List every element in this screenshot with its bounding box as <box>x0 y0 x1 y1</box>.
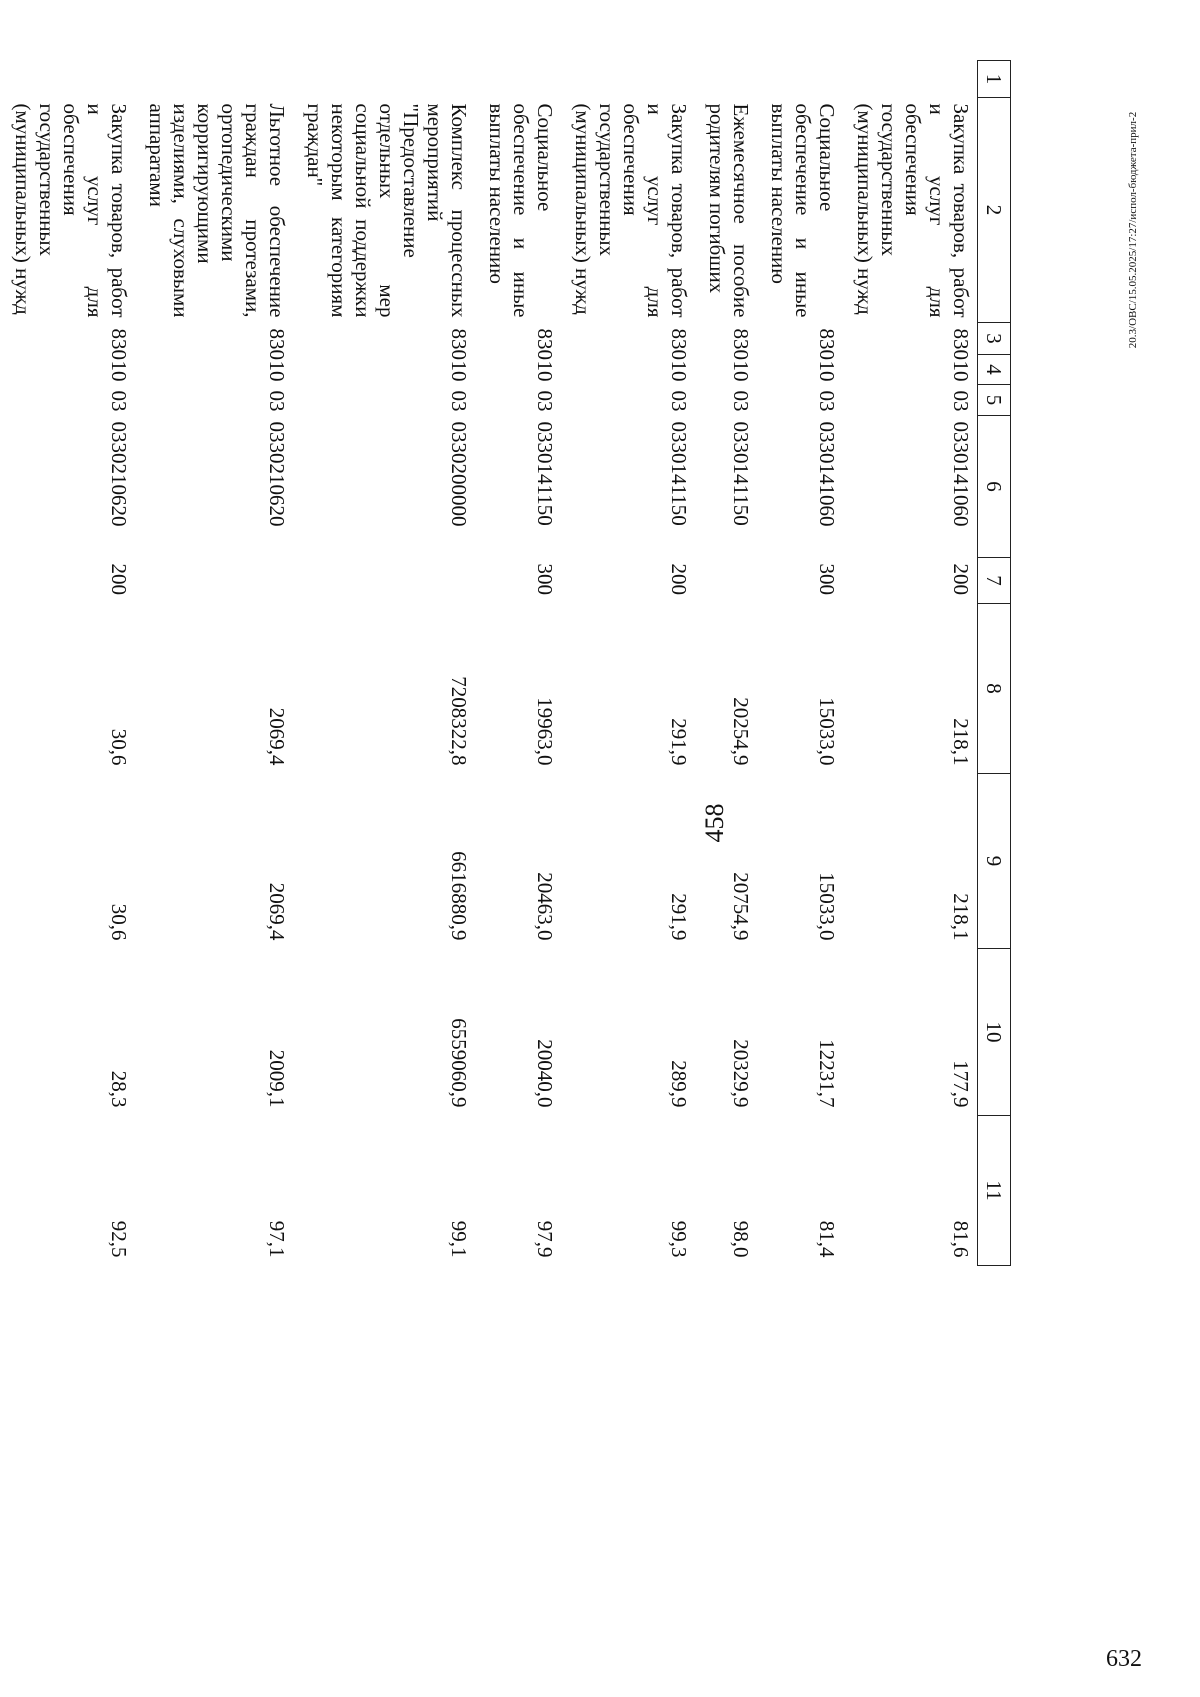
revised-amount-cell: 2069,4 <box>265 882 289 941</box>
expense-type-code-cell: 200 <box>107 563 131 595</box>
column-header-8: 8 <box>978 604 1011 774</box>
ministry-code-cell: 830 <box>815 328 839 360</box>
row-number-cell <box>561 61 695 98</box>
target-article-code-cell: 0330210620 <box>107 421 131 527</box>
expense-name-cell: Ежемесячное пособие родителям погибших <box>705 103 753 318</box>
table-row <box>1 61 135 1266</box>
row-number-cell <box>293 61 475 98</box>
column-header-7: 7 <box>978 558 1011 604</box>
table-row <box>135 61 293 1266</box>
row-number-cell <box>0 61 1 98</box>
target-article-code-cell: 0330141150 <box>729 421 753 526</box>
section-code-cell: 10 <box>107 360 131 382</box>
row-number-cell <box>1 61 135 98</box>
target-article-code-cell <box>0 416 1 558</box>
execution-percent-cell <box>0 1116 1 1266</box>
execution-percent-cell: 99,1 <box>447 1220 471 1258</box>
table-row <box>293 61 475 1266</box>
subsection-code-cell: 03 <box>533 390 557 412</box>
expense-name-cell: Льготное обеспечение граждан протезами, ортопедическими корригирующими изделиями, слуховыми аппаратами <box>145 103 289 318</box>
header-row <box>978 61 1011 1266</box>
ministry-code-cell: 830 <box>107 328 131 360</box>
ministry-code-cell: 830 <box>729 328 753 360</box>
execution-percent-cell: 97,1 <box>265 1220 289 1258</box>
section-code-cell: 10 <box>949 360 973 382</box>
executed-amount-cell: 20329,9 <box>729 1039 753 1108</box>
column-header-3: 3 <box>978 323 1011 355</box>
ministry-code-cell: 830 <box>949 328 973 360</box>
target-article-code-cell: 0330141150 <box>533 421 557 526</box>
revised-amount-cell: 218,1 <box>949 893 973 941</box>
executed-amount-cell: 289,9 <box>667 1060 691 1108</box>
target-article-code-cell: 0330141060 <box>815 421 839 527</box>
row-number-cell <box>695 61 757 98</box>
expense-name-cell: Комплекс процессных мероприятий "Предоставление отдельных мер социальной поддержки некоторым категориям граждан" <box>303 103 471 318</box>
subsection-code-cell <box>0 385 1 416</box>
section-code-cell: 10 <box>265 360 289 382</box>
table-row <box>0 61 1 1266</box>
revised-amount-cell: 20463,0 <box>533 872 557 941</box>
row-number-cell <box>135 61 293 98</box>
executed-amount-cell <box>0 949 1 1116</box>
section-code-cell: 10 <box>815 360 839 382</box>
target-article-code-cell: 0330141150 <box>667 421 691 526</box>
target-article-code-cell: 0330141060 <box>949 421 973 527</box>
expense-type-code-cell <box>695 558 757 604</box>
table-body <box>0 61 978 1266</box>
executed-amount-cell: 6559060,9 <box>447 1018 471 1108</box>
table-row <box>757 61 843 1266</box>
subsection-code-cell: 03 <box>815 390 839 412</box>
revised-amount-cell: 20754,9 <box>729 872 753 941</box>
table-row <box>695 61 757 1266</box>
expense-name-cell <box>0 98 1 323</box>
ministry-code-cell: 830 <box>265 328 289 360</box>
table-row <box>475 61 561 1266</box>
expense-type-code-cell <box>135 558 293 604</box>
expense-name-cell: Закупка товаров, работ и услуг для обеспечения государственных (муниципальных) нужд <box>11 103 131 318</box>
revised-amount-cell: 291,9 <box>667 893 691 941</box>
ministry-code-cell: 830 <box>533 328 557 360</box>
executed-amount-cell: 28,3 <box>107 1070 131 1108</box>
expense-name-cell: Закупка товаров, работ и услуг для обеспечения государственных (муниципальных) нужд <box>571 103 691 318</box>
subsection-code-cell: 03 <box>447 390 471 412</box>
column-header-1: 1 <box>978 61 1011 98</box>
subsection-code-cell: 03 <box>729 390 753 412</box>
subsection-code-cell: 03 <box>667 390 691 412</box>
ministry-code-cell: 830 <box>447 328 471 360</box>
section-code-cell: 10 <box>533 360 557 382</box>
column-header-4: 4 <box>978 355 1011 385</box>
target-article-code-cell: 0330200000 <box>447 421 471 527</box>
table-row <box>843 61 978 1266</box>
approved-amount-cell: 30,6 <box>107 728 131 766</box>
section-code-cell <box>0 355 1 385</box>
column-header-10: 10 <box>978 949 1011 1116</box>
subsection-code-cell: 03 <box>107 390 131 412</box>
revised-amount-cell: 6616880,9 <box>447 851 471 941</box>
expense-type-code-cell: 200 <box>949 563 973 595</box>
revised-amount-cell: 15033,0 <box>815 872 839 941</box>
execution-percent-cell: 98,0 <box>729 1220 753 1258</box>
approved-amount-cell: 20254,9 <box>729 697 753 766</box>
executed-amount-cell: 12231,7 <box>815 1039 839 1108</box>
target-article-code-cell: 0330210620 <box>265 421 289 527</box>
column-header-2: 2 <box>978 98 1011 323</box>
expense-type-code-cell: 200 <box>667 563 691 595</box>
execution-percent-cell: 97,9 <box>533 1220 557 1258</box>
execution-percent-cell: 99,3 <box>667 1220 691 1258</box>
approved-amount-cell: 2069,4 <box>265 707 289 766</box>
approved-amount-cell: 218,1 <box>949 718 973 766</box>
expense-name-cell: Социальное обеспечение и иные выплаты населению <box>485 103 557 318</box>
page-number-bottom: 632 <box>1106 1646 1142 1672</box>
expense-name-cell: Закупка товаров, работ и услуг для обеспечения государственных (муниципальных) нужд <box>853 103 973 318</box>
subsection-code-cell: 03 <box>949 390 973 412</box>
row-number-cell <box>843 61 978 98</box>
approved-amount-cell: 15033,0 <box>815 697 839 766</box>
page-number-top: 458 <box>700 803 729 843</box>
expense-type-code-cell <box>0 558 1 604</box>
execution-percent-cell: 81,4 <box>815 1220 839 1258</box>
revised-amount-cell: 30,6 <box>107 903 131 941</box>
ministry-code-cell <box>0 323 1 355</box>
executed-amount-cell: 20040,0 <box>533 1039 557 1108</box>
executed-amount-cell: 2009,1 <box>265 1049 289 1108</box>
column-header-9: 9 <box>978 774 1011 949</box>
row-number-cell <box>757 61 843 98</box>
executed-amount-cell: 177,9 <box>949 1060 973 1108</box>
row-number-cell <box>475 61 561 98</box>
column-header-5: 5 <box>978 385 1011 416</box>
section-code-cell: 10 <box>447 360 471 382</box>
approved-amount-cell: 291,9 <box>667 718 691 766</box>
approved-amount-cell <box>0 604 1 774</box>
section-code-cell: 10 <box>667 360 691 382</box>
column-header-6: 6 <box>978 416 1011 558</box>
subsection-code-cell: 03 <box>265 390 289 412</box>
expense-type-code-cell: 300 <box>533 563 557 595</box>
expense-name-cell: Социальное обеспечение и иные выплаты населению <box>767 103 839 318</box>
revised-amount-cell <box>0 774 1 949</box>
table-row <box>561 61 695 1266</box>
execution-percent-cell: 81,6 <box>949 1220 973 1258</box>
column-header-11: 11 <box>978 1116 1011 1266</box>
approved-amount-cell: 19963,0 <box>533 697 557 766</box>
execution-percent-cell: 92,5 <box>107 1220 131 1258</box>
approved-amount-cell: 7208322,8 <box>447 676 471 766</box>
expense-type-code-cell <box>293 558 475 604</box>
section-code-cell: 10 <box>729 360 753 382</box>
budget-execution-table <box>0 60 1011 1266</box>
ministry-code-cell: 830 <box>667 328 691 360</box>
expense-type-code-cell: 300 <box>815 563 839 595</box>
budget-table-container <box>11 60 1011 1265</box>
footer-document-code: 20.3/OBC/15.05.2025/17:27/испол-бюджета-прил-2 <box>1127 111 1139 349</box>
